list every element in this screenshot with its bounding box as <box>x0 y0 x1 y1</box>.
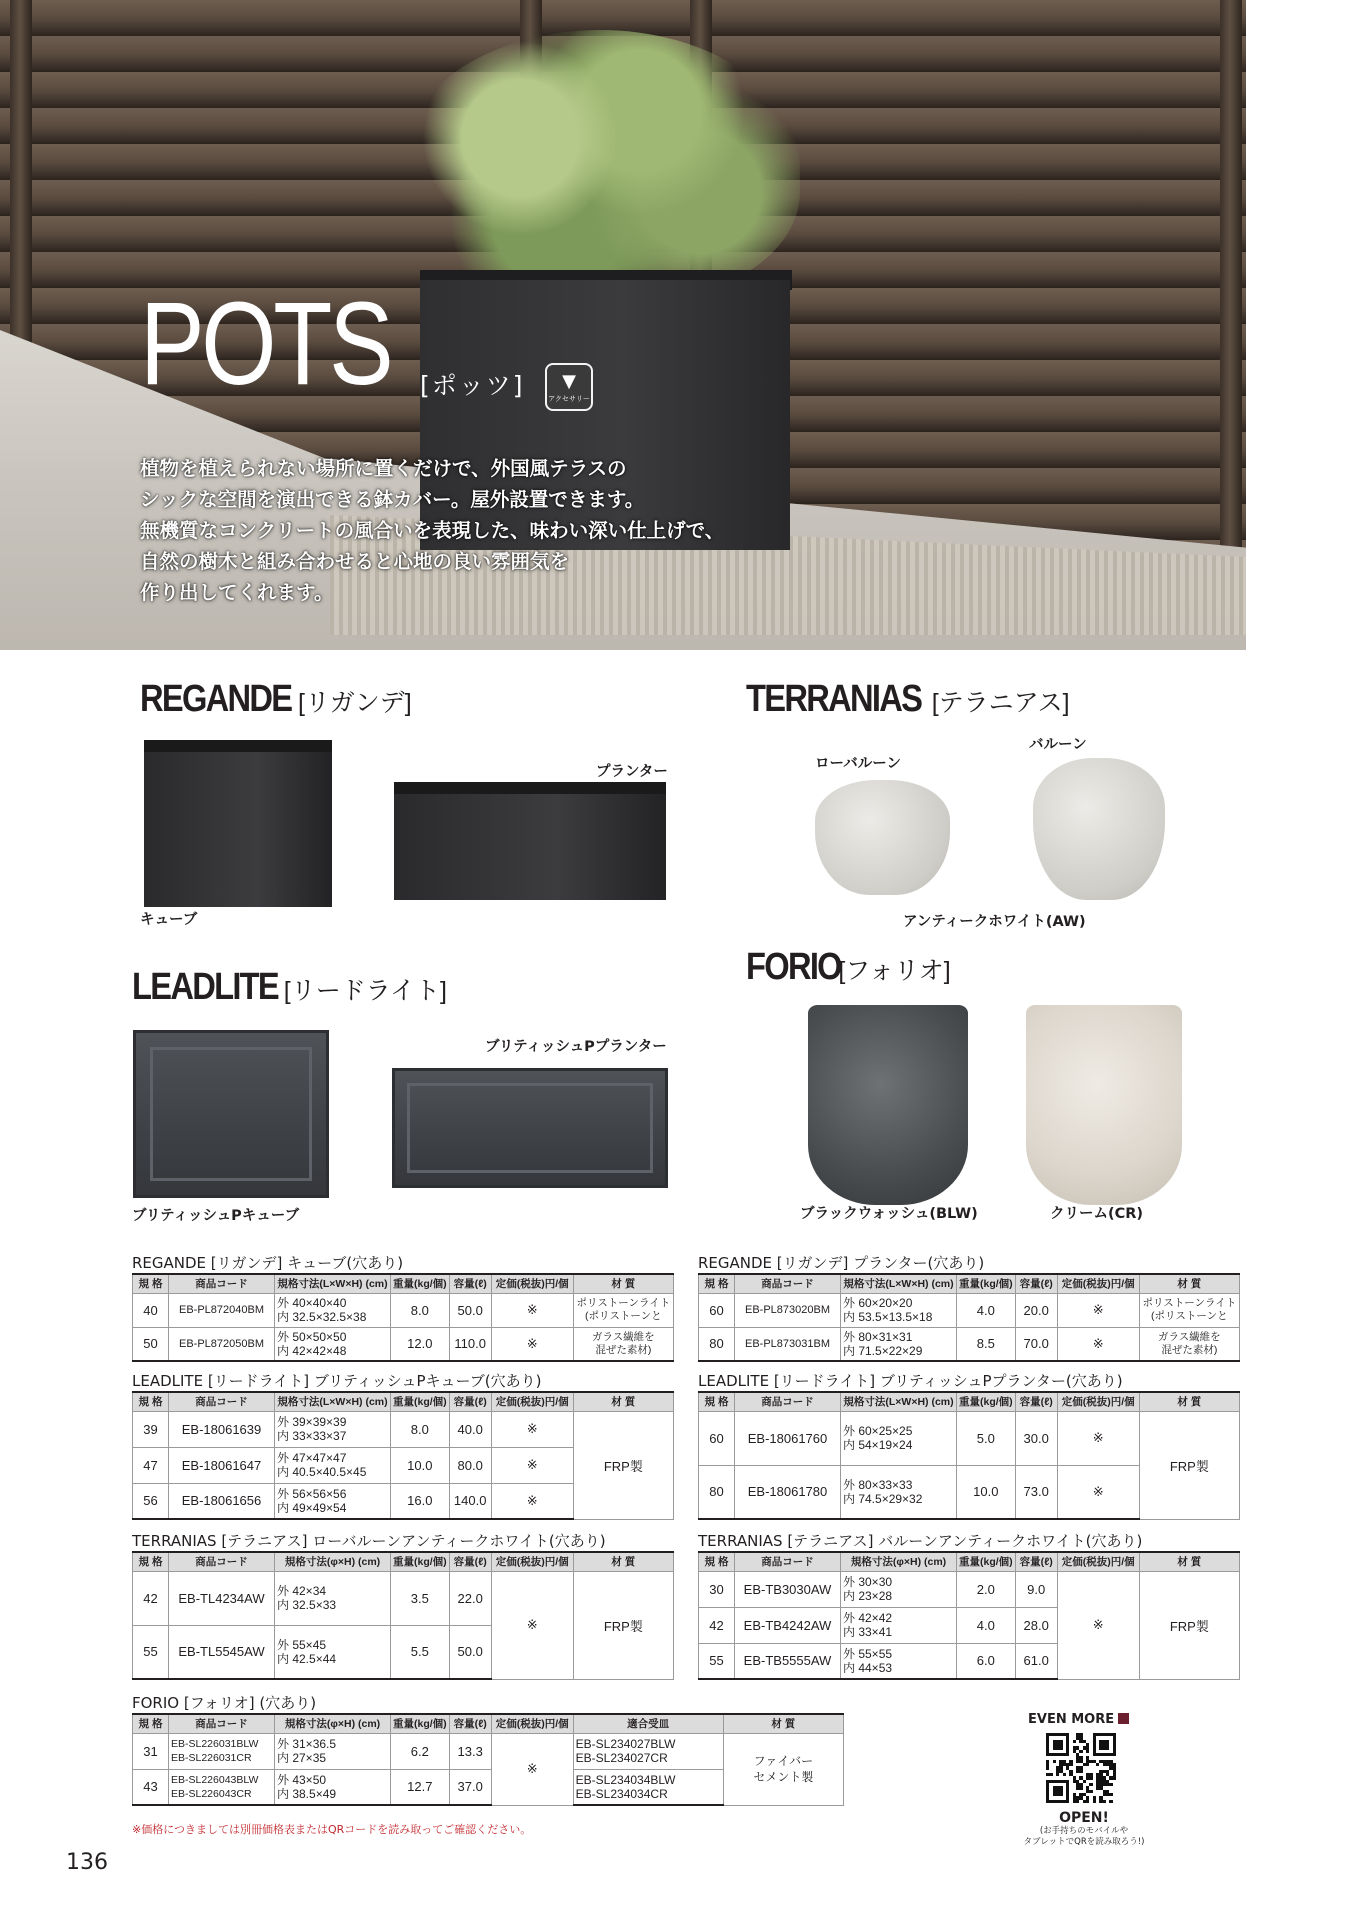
forio-cream-image <box>1026 1005 1182 1205</box>
balloon-label: バルーン <box>1029 737 1087 753</box>
table-row: 43 EB-SL226043BLW EB-SL226043CR 外 43×50 内 38.5×49 12.7 37.0 EB-SL234034BLW EB-SL234034CR <box>133 1769 844 1805</box>
table-row: 30 EB-TB3030AW 外 30×30 内 23×28 2.0 9.0 ※ FRP製 <box>699 1571 1240 1607</box>
spec-table-terranias-low-balloon: 規 格 商品コード 規格寸法(φ×H) (cm) 重量(kg/個) 容量(ℓ) 定価(税抜)円/個 材 質 42 EB-TL4234AW 外 42×34 内 32.5×33 3.5 22.0 ※ FRP製 55 EB-TL5545AW 外 55×45 内 42.5×44 5.5 50.0 <box>132 1551 674 1680</box>
forio-blackwash-image <box>808 1005 968 1205</box>
table-caption: LEADLITE [リードライト] ブリティッシュPキューブ(穴あり) <box>132 1372 542 1390</box>
regande-planter-label: プランター <box>596 764 668 780</box>
plant-foliage <box>400 30 800 300</box>
spec-table-leadlite-cube: 規 格 商品コード 規格寸法(L×W×H) (cm) 重量(kg/個) 容量(ℓ) 定価(税抜)円/個 材 質 39 EB-18061639 外 39×39×39 内 33×33×37 8.0 40.0 ※ FRP製 47 EB-18061647 外 47×47×47 内 40.5×40.5×45 10.0 80.0 ※ 56 EB-18061656 外 56×56×56 内 49×49×54 16.0 140.0 ※ <box>132 1391 674 1520</box>
regande-planter-image <box>394 794 666 900</box>
price-note: ※価格につきましては別冊価格表またはQRコードを読み取ってご確認ください。 <box>132 1823 532 1836</box>
table-row: 40 EB-PL872040BM 外 40×40×40 内 32.5×32.5×38 8.0 50.0 ※ ポリストーンライト (ポリストーンと <box>133 1293 674 1327</box>
spec-table-forio: 規 格 商品コード 規格寸法(φ×H) (cm) 重量(kg/個) 容量(ℓ) 定価(税抜)円/個 適合受皿 材 質 31 EB-SL226031BLW EB-SL226031CR 外 31×36.5 内 27×35 6.2 13.3 ※ EB-SL234027BLW EB-SL234027CR ファイバー セメント製 43 EB-SL226043BLW EB-SL226043CR 外 43×50 内 38.5×49 12.7 37.0 EB-SL234034BLW EB-SL234034CR <box>132 1713 844 1806</box>
shield-check-icon: ▼ <box>562 371 576 392</box>
qr-open-caption: OPEN! (お手持ちのモバイルや タブレットでQRを読み取ろう!) <box>1023 1810 1145 1847</box>
table-row: 31 EB-SL226031BLW EB-SL226031CR 外 31×36.5 内 27×35 6.2 13.3 ※ EB-SL234027BLW EB-SL234027CR ファイバー セメント製 <box>133 1733 844 1769</box>
page-number: 136 <box>66 1850 108 1875</box>
table-row: 55 EB-TL5545AW 外 55×45 内 42.5×44 5.5 50.0 <box>133 1625 674 1679</box>
table-row: 60 EB-PL873020BM 外 60×20×20 内 53.5×13.5×18 4.0 20.0 ※ ポリストーンライト (ポリストーンと <box>699 1293 1240 1327</box>
hero-description: 植物を植えられない場所に置くだけで、外国風テラスの シックな空間を演出できる鉢カバー。屋外設置できます。 無機質なコンクリートの風合いを表現した、味わい深い仕上げで、 自然の樹木と組み合わせると心地の良い雰囲気を 作り出してくれます。 <box>140 457 725 604</box>
leadlite-heading: LEADLITE [リードライト] <box>132 966 447 1008</box>
table-caption: LEADLITE [リードライト] ブリティッシュPプランター(穴あり) <box>698 1372 1123 1390</box>
table-caption: REGANDE [リガンデ] キューブ(穴あり) <box>132 1254 404 1272</box>
table-caption: TERRANIAS [テラニアス] ローバルーンアンティークホワイト(穴あり) <box>132 1532 606 1550</box>
table-row: 42 EB-TB4242AW 外 42×42 内 33×41 4.0 28.0 <box>699 1607 1240 1643</box>
spec-table-terranias-balloon: 規 格 商品コード 規格寸法(φ×H) (cm) 重量(kg/個) 容量(ℓ) 定価(税抜)円/個 材 質 30 EB-TB3030AW 外 30×30 内 23×28 2.0 9.0 ※ FRP製 42 EB-TB4242AW 外 42×42 内 33×41 4.0 28.0 55 EB-TB5555AW 外 55×55 内 44×53 6.0 61.0 <box>698 1551 1240 1680</box>
british-p-cube-label: ブリティッシュPキューブ <box>132 1208 300 1224</box>
accessory-badge: ▼ アクセサリー <box>545 363 593 411</box>
hero-image <box>0 0 1246 650</box>
table-caption: FORIO [フォリオ] (穴あり) <box>132 1694 317 1712</box>
forio-blackwash-label: ブラックウォッシュ(BLW) <box>800 1206 978 1222</box>
table-row: 80 EB-PL873031BM 外 80×31×31 内 71.5×22×29 8.5 70.0 ※ ガラス繊維を 混ぜた素材) <box>699 1327 1240 1361</box>
regande-heading: REGANDE [リガンデ] <box>140 678 412 720</box>
british-p-cube-image <box>133 1030 329 1198</box>
table-row: 55 EB-TB5555AW 外 55×55 内 44×53 6.0 61.0 <box>699 1643 1240 1679</box>
spec-table-leadlite-planter: 規 格 商品コード 規格寸法(L×W×H) (cm) 重量(kg/個) 容量(ℓ) 定価(税抜)円/個 材 質 60 EB-18061760 外 60×25×25 内 54×19×24 5.0 30.0 ※ FRP製 80 EB-18061780 外 80×33×33 内 74.5×29×32 10.0 73.0 ※ <box>698 1391 1240 1520</box>
forio-heading: FORIO[フォリオ] <box>746 946 951 988</box>
table-row: 60 EB-18061760 外 60×25×25 内 54×19×24 5.0 30.0 ※ FRP製 <box>699 1411 1240 1465</box>
antique-white-label: アンティークホワイト(AW) <box>903 914 1086 930</box>
table-caption: REGANDE [リガンデ] プランター(穴あり) <box>698 1254 985 1272</box>
table-row: 80 EB-18061780 外 80×33×33 内 74.5×29×32 10.0 73.0 ※ <box>699 1465 1240 1519</box>
table-row: 42 EB-TL4234AW 外 42×34 内 32.5×33 3.5 22.0 ※ FRP製 <box>133 1571 674 1625</box>
qr-code[interactable] <box>1046 1733 1116 1803</box>
british-p-planter-image <box>392 1068 668 1188</box>
spec-table-regande-planter: 規 格 商品コード 規格寸法(L×W×H) (cm) 重量(kg/個) 容量(ℓ) 定価(税抜)円/個 材 質 60 EB-PL873020BM 外 60×20×20 内 53.5×13.5×18 4.0 20.0 ※ ポリストーンライト (ポリストーンと 80 EB-PL873031BM 外 80×31×31 内 71.5×22×29 8.5 70.0 ※ ガラス繊維を 混ぜた素材) <box>698 1273 1240 1362</box>
page-subtitle: [ポッツ] <box>420 371 525 400</box>
forio-cream-label: クリーム(CR) <box>1050 1206 1144 1222</box>
table-row: 50 EB-PL872050BM 外 50×50×50 内 42×42×48 12.0 110.0 ※ ガラス繊維を 混ぜた素材) <box>133 1327 674 1361</box>
low-balloon-pot-image <box>815 780 950 895</box>
regande-cube-label: キューブ <box>140 912 198 928</box>
table-caption: TERRANIAS [テラニアス] バルーンアンティークホワイト(穴あり) <box>698 1532 1143 1550</box>
table-row: 47 EB-18061647 外 47×47×47 内 40.5×40.5×45 10.0 80.0 ※ <box>133 1447 674 1483</box>
british-p-planter-label: ブリティッシュPプランター <box>485 1039 667 1055</box>
table-row: 56 EB-18061656 外 56×56×56 内 49×49×54 16.0 140.0 ※ <box>133 1483 674 1519</box>
low-balloon-label: ローバルーン <box>815 756 901 772</box>
table-row: 39 EB-18061639 外 39×39×39 内 33×33×37 8.0 40.0 ※ FRP製 <box>133 1411 674 1447</box>
page-title: POTS <box>140 278 391 410</box>
even-more-heading: EVEN MORE <box>1028 1712 1129 1727</box>
spec-table-regande-cube: 規 格 商品コード 規格寸法(L×W×H) (cm) 重量(kg/個) 容量(ℓ) 定価(税抜)円/個 材 質 40 EB-PL872040BM 外 40×40×40 内 32.5×32.5×38 8.0 50.0 ※ ポリストーンライト (ポリストーンと 50 EB-PL872050BM 外 50×50×50 内 42×42×48 12.0 110.0 ※ ガラス繊維を 混ぜた素材) <box>132 1273 674 1362</box>
terranias-heading: TERRANIAS [テラニアス] <box>746 678 1070 720</box>
regande-cube-image <box>144 752 332 907</box>
balloon-pot-image <box>1033 758 1165 900</box>
